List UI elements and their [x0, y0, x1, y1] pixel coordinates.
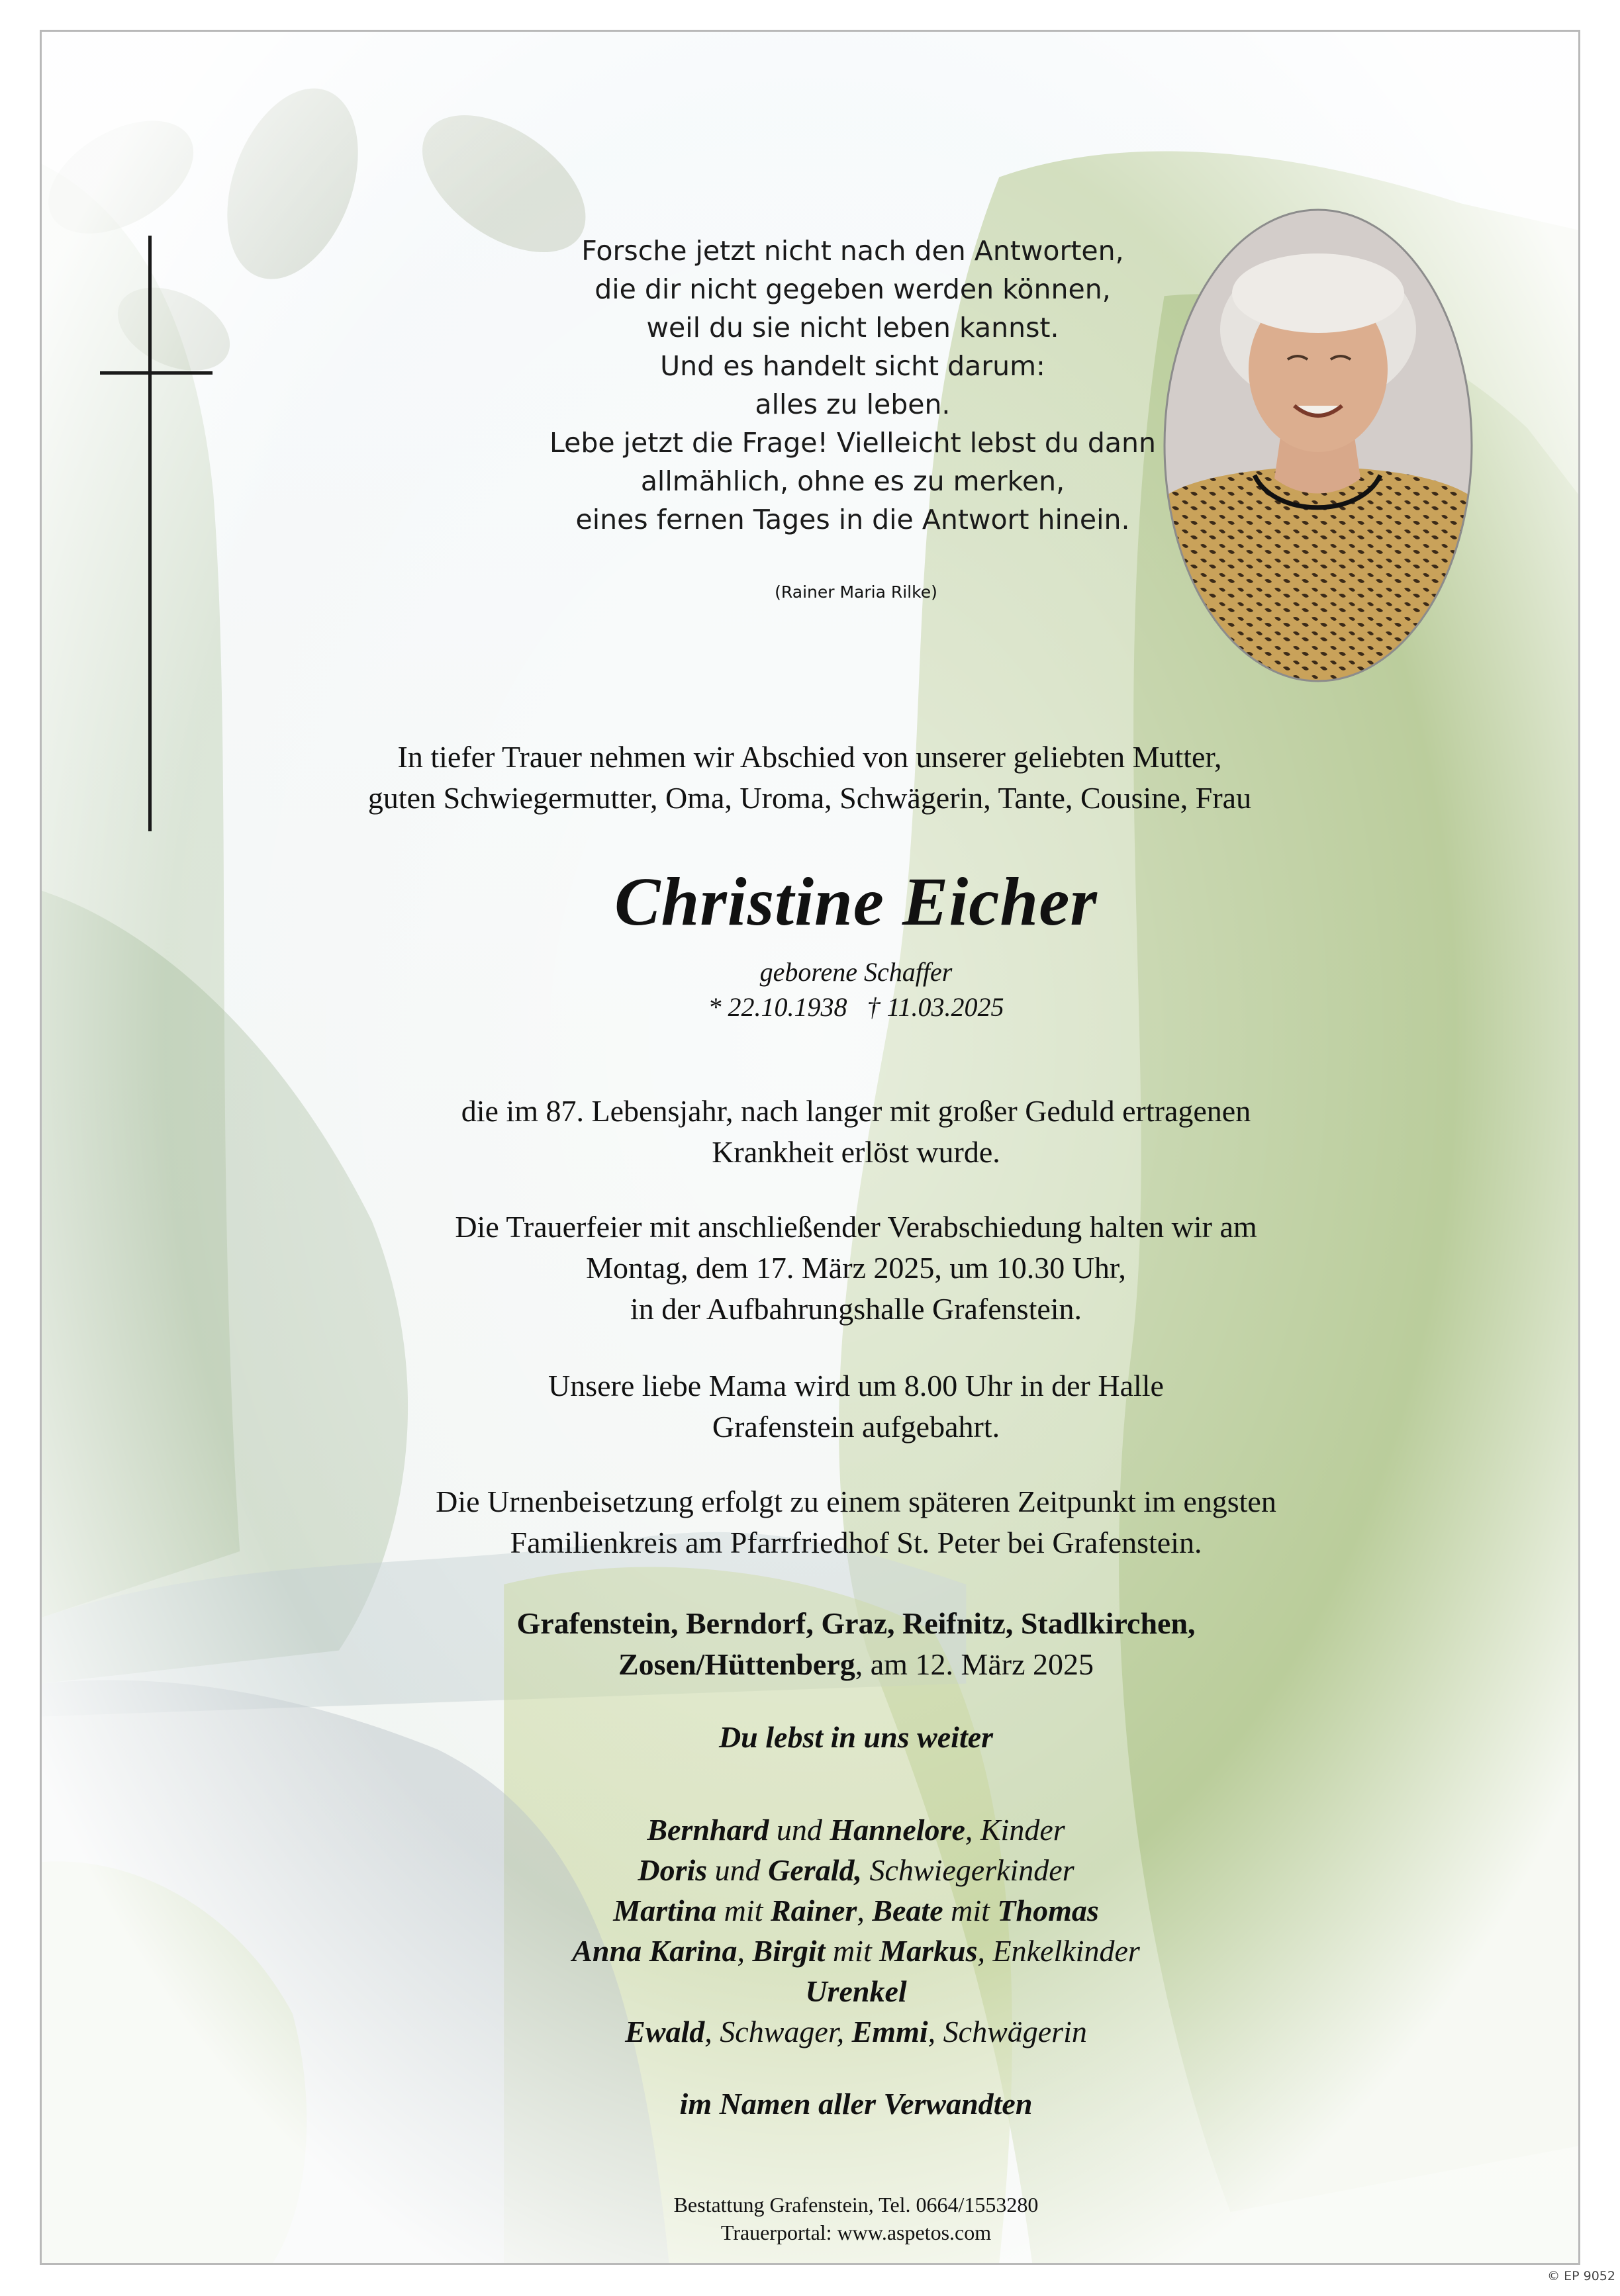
places-line: Grafenstein, Berndorf, Graz, Reifnitz, Stadlkirchen, — [516, 1606, 1196, 1640]
family-line: Urenkel — [805, 1974, 907, 2008]
death-date: 11.03.2025 — [886, 992, 1004, 1022]
family-list — [307, 1810, 1406, 2052]
death-cross-icon: † — [867, 992, 881, 1022]
poem-line: Lebe jetzt die Frage! Vielleicht lebst du dann — [549, 427, 1156, 459]
motto: Du lebst in uns weiter — [718, 1720, 994, 1754]
poem-line: Forsche jetzt nicht nach den Antworten, — [581, 235, 1124, 267]
funeral-paragraph — [293, 1207, 1419, 1330]
portrait-photo — [1162, 207, 1474, 684]
paragraph-line: Krankheit erlöst wurde. — [712, 1135, 1000, 1169]
birth-date: 22.10.1938 — [728, 992, 847, 1022]
deceased-name: Christine Eicher — [614, 864, 1098, 940]
family-line: Doris und Gerald, Schwiegerkinder — [638, 1853, 1074, 1887]
birth-star-icon: * — [708, 992, 722, 1022]
poem-line: alles zu leben. — [755, 389, 951, 420]
closing-line: im Namen aller Verwandten — [679, 2087, 1033, 2121]
cross-icon — [100, 236, 213, 831]
family-line: Anna Karina, Birgit mit Markus, Enkelkinder — [572, 1934, 1140, 1968]
paragraph-line: Unsere liebe Mama wird um 8.00 Uhr in der Halle — [548, 1369, 1164, 1402]
intro-line: guten Schwiegermutter, Oma, Uroma, Schwägerin, Tante, Cousine, Frau — [367, 781, 1252, 815]
poem-line: die dir nicht gegeben werden können, — [595, 273, 1111, 305]
burial-paragraph — [260, 1481, 1452, 1563]
poem-line: Und es handelt sicht darum: — [660, 350, 1045, 382]
intro-line: In tiefer Trauer nehmen wir Abschied von unserer geliebten Mutter, — [397, 740, 1222, 774]
family-line: Martina mit Rainer, Beate mit Thomas — [613, 1894, 1099, 1927]
intro-text — [260, 737, 1359, 819]
poem-line: allmählich, ohne es zu merken, — [640, 465, 1065, 497]
life-dates — [558, 988, 1154, 1027]
illness-paragraph — [293, 1091, 1419, 1173]
poem — [505, 232, 1200, 539]
places-line-2 — [293, 1644, 1419, 1685]
birth-name: geborene Schaffer — [759, 957, 953, 987]
place-date: , am 12. März 2025 — [855, 1647, 1094, 1681]
paragraph-line: Familienkreis am Pfarrfriedhof St. Peter bei Grafenstein. — [510, 1526, 1202, 1559]
paragraph-line: Die Urnenbeisetzung erfolgt zu einem späteren Zeitpunkt im engsten — [436, 1485, 1276, 1518]
poem-line: weil du sie nicht leben kannst. — [646, 312, 1059, 344]
places-date — [293, 1603, 1419, 1685]
footer — [505, 2191, 1207, 2246]
poem-author: (Rainer Maria Rilke) — [775, 582, 937, 602]
paragraph-line: Montag, dem 17. März 2025, um 10.30 Uhr, — [586, 1251, 1126, 1285]
paragraph-line: Grafenstein aufgebahrt. — [712, 1410, 1000, 1444]
family-line: Ewald, Schwager, Emmi, Schwägerin — [625, 2015, 1087, 2048]
funeral-home-line: Bestattung Grafenstein, Tel. 0664/1553280 — [673, 2193, 1039, 2217]
paragraph-line: in der Aufbahrungshalle Grafenstein. — [630, 1292, 1082, 1326]
portal-line: Trauerportal: www.aspetos.com — [720, 2221, 992, 2244]
obituary-card — [40, 30, 1580, 2265]
print-code: © EP 9052 — [1547, 2269, 1615, 2283]
paragraph-line: Die Trauerfeier mit anschließender Verabschiedung halten wir am — [455, 1210, 1257, 1244]
family-line: Bernhard und Hannelore, Kinder — [647, 1813, 1065, 1847]
place-name: Zosen/Hüttenberg — [618, 1647, 855, 1681]
viewing-paragraph — [293, 1365, 1419, 1447]
paragraph-line: die im 87. Lebensjahr, nach langer mit großer Geduld ertragenen — [461, 1094, 1251, 1128]
poem-line: eines fernen Tages in die Antwort hinein. — [575, 504, 1130, 535]
